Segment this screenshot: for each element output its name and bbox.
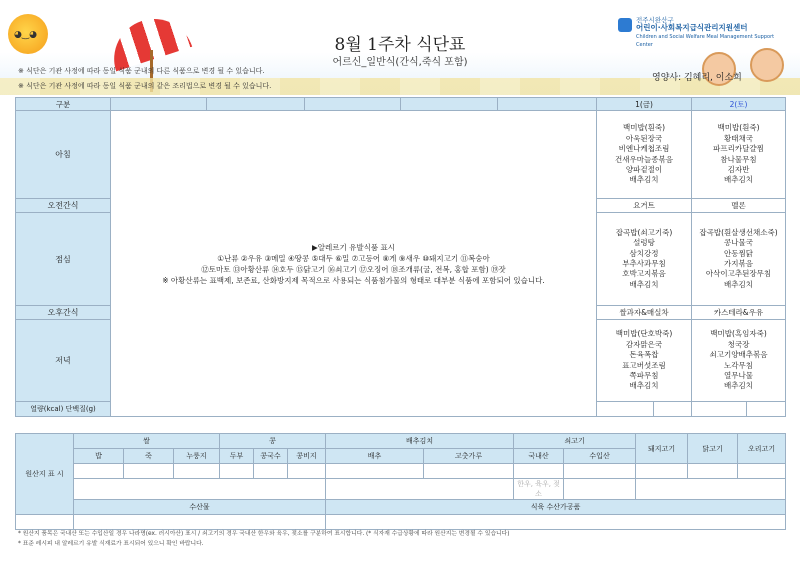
saturday-lunch (692, 213, 786, 306)
menu-item: 배추김치 (724, 381, 753, 391)
menu-item: 가지볶음 (724, 259, 753, 268)
nutrition-cell (654, 402, 692, 417)
origin-value (174, 464, 220, 479)
origin-value (514, 464, 564, 479)
menu-item: 배추김치 (629, 175, 659, 185)
row-label-pm-snack: 오후간식 (16, 306, 111, 320)
origin-value (326, 464, 424, 479)
nutrition-cell (747, 402, 786, 417)
rice-item: 죽 (124, 449, 174, 464)
row-label-lunch: 점심 (16, 213, 111, 306)
friday-breakfast (597, 111, 692, 199)
menu-item: 황태채국 (724, 133, 753, 143)
menu-item: 백미밥(흰죽) (717, 123, 760, 133)
menu-item: 백미밥(흰죽) (622, 123, 666, 133)
origin-value (220, 464, 254, 479)
saturday-pm-snack: 카스테라&우유 (692, 306, 786, 320)
menu-item: 배추김치 (724, 175, 753, 185)
menu-item: 돈육폭찹 (629, 350, 659, 360)
origin-label: 원산지 표 시 (16, 434, 74, 515)
duck-header: 오리고기 (738, 434, 786, 464)
row-label-energy-protein (16, 402, 111, 417)
menu-item: 배추김치 (629, 279, 659, 289)
dietitian-names: 영양사: 김혜리, 이소희 (652, 73, 742, 83)
menu-item: 호박고지볶음 (622, 269, 666, 279)
beef-item: 국내산 (514, 449, 564, 464)
menu-item: 백미밥(흑임자죽) (710, 329, 767, 339)
origin-value (564, 464, 636, 479)
menu-item: 표고버섯조림 (622, 360, 666, 370)
notice-line-1: ※ 식단은 기관 사정에 따라 동일 식품 군내의 다른 식품으로 변경 될 수 있습니다. (18, 67, 265, 75)
beef-header: 쇠고기 (514, 434, 636, 449)
kimchi-header: 배추김치 (326, 434, 514, 449)
menu-item: 잡곡밥(흰살생선채소죽) (699, 227, 778, 237)
origin-value (254, 464, 288, 479)
day-header-empty (498, 98, 597, 111)
chicken-header: 닭고기 (688, 434, 738, 464)
menu-item: 잡곡밥(쇠고기죽) (615, 227, 673, 237)
menu-item: 배추김치 (629, 381, 659, 391)
menu-item: 안동찜닭 (724, 248, 753, 258)
menu-item: 설렁탕 (633, 238, 655, 248)
beans-header: 콩 (220, 434, 326, 449)
logo-text-region: 전주시완산구 (636, 16, 674, 24)
bean-item: 콩국수 (254, 449, 288, 464)
day-header-empty (111, 98, 207, 111)
allergy-note: ※ 아황산류는 표백제, 보존료, 산화방지제 목적으로 사용되는 식품첨가물의 형태로 대부분 식품에 포함되어 있습니다. (162, 275, 545, 285)
menu-item: 아삭이고추된장무침 (705, 269, 772, 279)
kimchi-item: 고춧가루 (424, 449, 514, 464)
row-label-breakfast: 아침 (16, 111, 111, 199)
origin-value (688, 464, 738, 479)
menu-item: 노각무침 (724, 360, 753, 370)
origin-value (738, 464, 786, 479)
beef-item: 수입산 (564, 449, 636, 464)
allergy-items-2: ⑫토마토 ⑬아황산류 ⑭호두 ⑮닭고기 ⑯쇠고기 ⑰오징어 ⑱조개류(굴, 전복, 홍합 포함) ⑲잣 (201, 264, 506, 274)
menu-item: 건새우마늘종볶음 (615, 154, 673, 164)
logo-text-english: Children and Social Welfare Meal Management Support Center (636, 34, 775, 48)
rice-header: 쌀 (74, 434, 220, 449)
menu-item: 삼치강정 (629, 248, 659, 258)
energy-label: 열량(kcal) (30, 405, 64, 413)
pork-header: 돼지고기 (636, 434, 688, 464)
menu-item: 아욱된장국 (625, 133, 663, 143)
menu-item: 청국장 (727, 339, 750, 349)
menu-item: 양파겉절이 (625, 164, 663, 174)
origin-value (326, 479, 514, 500)
logo-text-name: 어린이·사회복지급식관리지원센터 (636, 23, 748, 32)
saturday-am-snack: 멜론 (692, 199, 786, 213)
row-label-am-snack: 오전간식 (16, 199, 111, 213)
rice-item: 밥 (74, 449, 124, 464)
bean-item: 콩비지 (288, 449, 326, 464)
origin-value (288, 464, 326, 479)
origin-table (15, 433, 786, 530)
header-label: 구분 (16, 98, 111, 111)
friday-pm-snack: 쌀과자&매실차 (597, 306, 692, 320)
origin-value (636, 479, 786, 500)
origin-value (424, 464, 514, 479)
row-label-dinner: 저녁 (16, 320, 111, 402)
menu-item: 감자맑은국 (625, 339, 663, 349)
day-header-empty (401, 98, 498, 111)
nutrition-cell (692, 402, 747, 417)
allergy-items-1: ①난류 ②우유 ③메밀 ④땅콩 ⑤대두 ⑥밀 ⑦고등어 ⑧게 ⑨새우 ⑩돼지고기 ⑪복숭아 (217, 253, 490, 263)
origin-value (74, 479, 326, 500)
bean-item: 두부 (220, 449, 254, 464)
page-title: 8월 1주차 식단표 (334, 35, 466, 55)
menu-item: 배추김치 (724, 279, 753, 289)
menu-item: 쇠고기양배추볶음 (709, 350, 768, 360)
menu-item: 열무나물 (724, 370, 753, 380)
footnote-1: * 원산지 품목은 국내산 또는 수입산일 경우 나라명(ex. 러시아산) 표시 / 쇠고기의 경우 국내산 한우와 육우, 젖소를 구분하여 표시합니다. (* 식자재 수급상황에 따라 원산지는 변경될 수 있습니다) (18, 531, 510, 537)
notice-line-2: ※ 식단은 기관 사정에 따라 동일 식품 군내의 같은 조리법으로 변경 될 수 있습니다. (18, 82, 272, 90)
menu-item: 콩나물국 (724, 238, 753, 248)
rice-item: 누룽지 (174, 449, 220, 464)
origin-value (124, 464, 174, 479)
menu-item: 쪽파무침 (629, 370, 659, 380)
saturday-dinner (692, 320, 786, 402)
origin-value (564, 479, 636, 500)
kimchi-item: 배추 (326, 449, 424, 464)
day-header-saturday: 2(토) (692, 98, 786, 111)
allergy-title: ▶알레르기 유발식품 표시 (312, 242, 395, 252)
day-header-empty (305, 98, 401, 111)
protein-label: 단백질(g) (65, 405, 96, 413)
menu-item: 파프리카달걀찜 (713, 144, 764, 154)
menu-item: 참나물무침 (720, 154, 757, 164)
header-banner (0, 0, 800, 95)
menu-item: 백미밥(단호박죽) (615, 329, 673, 339)
beef-grade-hint: 한우, 육우, 젖소 (514, 479, 564, 500)
friday-dinner (597, 320, 692, 402)
nutrition-cell (597, 402, 654, 417)
origin-value (636, 464, 688, 479)
page-subtitle: 어르신_일반식(간식,죽식 포함) (332, 57, 468, 68)
day-header-empty (207, 98, 305, 111)
sun-face-icon: ◕‿◕ (14, 30, 37, 40)
friday-lunch (597, 213, 692, 306)
seafood-header: 수산물 (74, 500, 326, 515)
footnote-2: * 표준 레시피 내 알레르기 유발 식재료가 표시되어 있으니 확인 바랍니다. (18, 541, 204, 547)
friday-am-snack: 요거트 (597, 199, 692, 213)
menu-table (15, 97, 786, 417)
allergy-info (111, 111, 597, 417)
menu-item: 비엔나케첩조림 (618, 144, 670, 154)
origin-value (74, 464, 124, 479)
day-header-friday: 1(금) (597, 98, 692, 111)
saturday-breakfast (692, 111, 786, 199)
menu-item: 부추사과무침 (622, 259, 666, 268)
seafood-processed-header: 식육 수산가공품 (326, 500, 786, 515)
menu-item: 김자반 (727, 164, 750, 174)
